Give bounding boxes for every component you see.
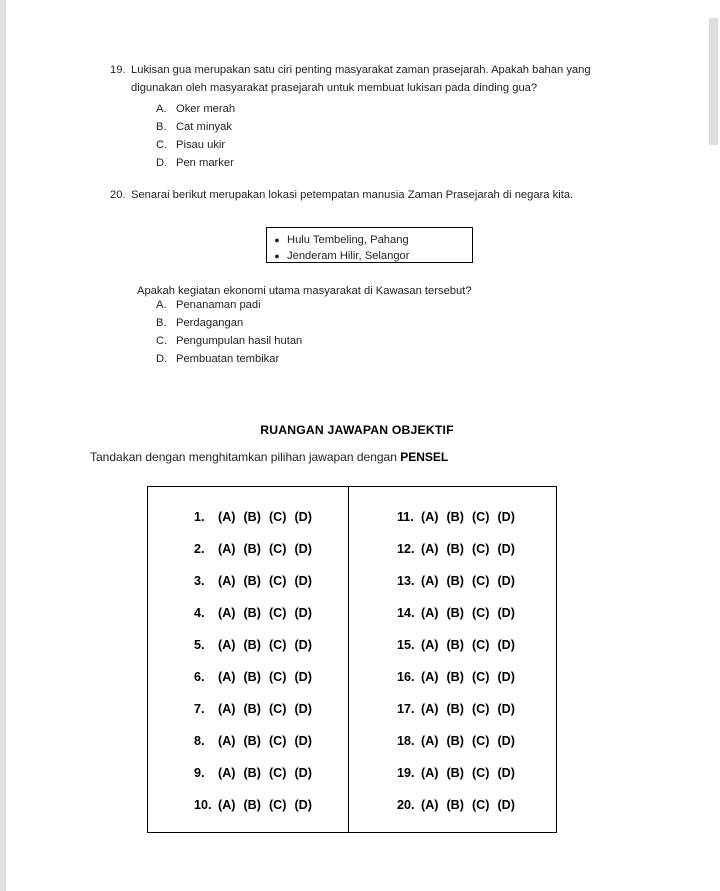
answer-bubble-d[interactable]: (D) — [497, 734, 515, 748]
question-19-stem — [131, 61, 638, 97]
answer-bubble-b[interactable]: (B) — [243, 638, 261, 652]
answer-bubble-a[interactable]: (A) — [218, 606, 236, 620]
answer-bubble-d[interactable]: (D) — [294, 798, 312, 812]
answer-bubble-b[interactable]: (B) — [446, 638, 464, 652]
option-text: Cat minyak — [176, 121, 232, 133]
answer-bubble-a[interactable]: (A) — [218, 510, 236, 524]
answer-row-number: 4. — [194, 606, 205, 620]
answer-bubble-a[interactable]: (A) — [421, 734, 439, 748]
answer-bubble-a[interactable]: (A) — [218, 734, 236, 748]
answer-bubble-a[interactable]: (A) — [218, 638, 236, 652]
question-19-option-a[interactable] — [156, 100, 638, 118]
answer-bubble-c[interactable]: (C) — [268, 766, 287, 780]
answer-bubble-b[interactable]: (B) — [243, 542, 261, 556]
answer-row-number: 18. — [397, 734, 415, 748]
answer-bubble-a[interactable]: (A) — [421, 510, 439, 524]
answer-row-11[interactable] — [349, 501, 556, 533]
option-letter: C. — [156, 335, 168, 347]
answer-bubble-c[interactable]: (C) — [268, 510, 287, 524]
answer-row-3[interactable] — [148, 565, 348, 597]
answer-bubble-b[interactable]: (B) — [446, 798, 464, 812]
answer-bubble-c[interactable]: (C) — [471, 702, 490, 716]
bullet-icon: ● — [274, 235, 280, 245]
answer-row-14[interactable] — [349, 597, 556, 629]
option-letter: A. — [156, 103, 167, 115]
answer-bubble-d[interactable]: (D) — [497, 638, 515, 652]
vertical-scrollbar[interactable] — [708, 0, 720, 891]
answer-row-16[interactable] — [349, 661, 556, 693]
answer-bubble-d[interactable]: (D) — [294, 734, 312, 748]
answer-bubble-c[interactable]: (C) — [471, 670, 490, 684]
answer-bubble-a[interactable]: (A) — [218, 798, 236, 812]
answer-row-15[interactable] — [349, 629, 556, 661]
document-page — [6, 0, 708, 891]
question-20-options — [156, 299, 556, 371]
answer-bubble-b[interactable]: (B) — [243, 766, 261, 780]
stimulus-item-text: Hulu Tembeling, Pahang — [287, 234, 409, 246]
answer-bubble-d[interactable]: (D) — [497, 606, 515, 620]
answer-row-number: 13. — [397, 574, 415, 588]
stimulus-list-item — [267, 248, 472, 264]
answer-bubble-a[interactable]: (A) — [421, 766, 439, 780]
answer-bubble-c[interactable]: (C) — [268, 574, 287, 588]
answer-bubble-b[interactable]: (B) — [446, 670, 464, 684]
answer-row-number: 3. — [194, 574, 205, 588]
question-19 — [110, 61, 638, 172]
option-text: Penanaman padi — [176, 299, 261, 311]
answer-row-number: 8. — [194, 734, 205, 748]
answer-bubble-a[interactable]: (A) — [421, 702, 439, 716]
answer-bubble-d[interactable]: (D) — [497, 766, 515, 780]
answer-row-2[interactable] — [148, 533, 348, 565]
answer-bubble-b[interactable]: (B) — [243, 670, 261, 684]
answer-row-1[interactable] — [148, 501, 348, 533]
question-20-option-c[interactable] — [156, 335, 556, 353]
objective-answer-grid — [147, 486, 557, 833]
option-letter: A. — [156, 299, 167, 311]
question-20 — [110, 186, 638, 204]
answer-bubble-c[interactable]: (C) — [471, 766, 490, 780]
answer-bubble-b[interactable]: (B) — [446, 606, 464, 620]
answer-grid-right-column — [349, 487, 556, 832]
answer-row-number: 19. — [397, 766, 415, 780]
answer-bubble-b[interactable]: (B) — [243, 510, 261, 524]
option-letter: D. — [156, 353, 168, 365]
question-20-option-a[interactable] — [156, 299, 556, 317]
answer-bubble-b[interactable]: (B) — [243, 606, 261, 620]
question-20-stem-line-1: Senarai berikut merupakan lokasi petempatan manusia Zaman Prasejarah di negara kita. — [131, 189, 574, 201]
answer-row-number: 1. — [194, 510, 205, 524]
answer-bubble-d[interactable]: (D) — [294, 766, 312, 780]
answer-row-number: 12. — [397, 542, 415, 556]
answer-bubble-b[interactable]: (B) — [446, 542, 464, 556]
answer-bubble-d[interactable]: (D) — [294, 510, 312, 524]
answer-row-10[interactable] — [148, 789, 348, 821]
answer-bubble-d[interactable]: (D) — [497, 574, 515, 588]
question-20-number: 20. — [110, 189, 126, 201]
scrollbar-thumb[interactable] — [709, 18, 718, 145]
answer-bubble-c[interactable]: (C) — [268, 670, 287, 684]
stimulus-list-item — [267, 232, 472, 248]
answer-bubble-a[interactable]: (A) — [218, 670, 236, 684]
answer-bubble-b[interactable]: (B) — [243, 734, 261, 748]
answer-bubble-a[interactable]: (A) — [421, 606, 439, 620]
answer-bubble-d[interactable]: (D) — [497, 702, 515, 716]
answer-bubble-b[interactable]: (B) — [446, 510, 464, 524]
option-text: Oker merah — [176, 103, 236, 115]
answer-row-19[interactable] — [349, 757, 556, 789]
answer-row-13[interactable] — [349, 565, 556, 597]
answer-bubble-c[interactable]: (C) — [471, 798, 490, 812]
answer-bubble-c[interactable]: (C) — [268, 798, 287, 812]
option-text: Pengumpulan hasil hutan — [176, 335, 303, 347]
question-19-options — [156, 100, 638, 172]
answer-bubble-b[interactable]: (B) — [243, 702, 261, 716]
answer-bubble-a[interactable]: (A) — [421, 574, 439, 588]
answer-bubble-a[interactable]: (A) — [421, 798, 439, 812]
answer-bubble-d[interactable]: (D) — [294, 702, 312, 716]
answer-bubble-c[interactable]: (C) — [268, 702, 287, 716]
option-text: Pisau ukir — [176, 139, 226, 151]
answer-grid-left-column — [148, 487, 349, 832]
question-19-stem-line-1: Lukisan gua merupakan satu ciri penting masyarakat zaman prasejarah. Apakah bahan yang — [131, 64, 591, 76]
answer-row-number: 10. — [194, 798, 212, 812]
answer-bubble-a[interactable]: (A) — [218, 766, 236, 780]
answer-bubble-c[interactable]: (C) — [471, 606, 490, 620]
answer-bubble-a[interactable]: (A) — [421, 638, 439, 652]
answer-row-7[interactable] — [148, 693, 348, 725]
answer-bubble-d[interactable]: (D) — [294, 670, 312, 684]
question-20-stimulus-box — [266, 227, 473, 263]
answer-row-20[interactable] — [349, 789, 556, 821]
question-19-number: 19. — [110, 64, 126, 76]
question-20-option-b[interactable] — [156, 317, 556, 335]
answer-bubble-d[interactable]: (D) — [294, 638, 312, 652]
answer-bubble-a[interactable]: (A) — [218, 702, 236, 716]
answer-row-number: 7. — [194, 702, 205, 716]
answer-bubble-a[interactable]: (A) — [421, 542, 439, 556]
option-letter: B. — [156, 121, 167, 133]
answer-bubble-b[interactable]: (B) — [243, 574, 261, 588]
answer-bubble-d[interactable]: (D) — [497, 670, 515, 684]
question-19-option-b[interactable] — [156, 118, 638, 136]
answer-row-number: 20. — [397, 798, 415, 812]
option-text: Pembuatan tembikar — [176, 353, 280, 365]
answer-bubble-b[interactable]: (B) — [446, 766, 464, 780]
question-20-option-d[interactable] — [156, 353, 556, 371]
answer-section-instruction — [90, 450, 448, 464]
bullet-icon: ● — [274, 251, 280, 261]
instruction-emphasis-text: PENSEL — [400, 450, 449, 464]
answer-bubble-d[interactable]: (D) — [294, 542, 312, 556]
question-19-option-d[interactable] — [156, 154, 638, 172]
answer-row-number: 17. — [397, 702, 415, 716]
question-19-stem-line-2: digunakan oleh masyarakat prasejarah untuk membuat lukisan pada dinding gua? — [131, 82, 538, 94]
answer-bubble-c[interactable]: (C) — [471, 510, 490, 524]
answer-bubble-d[interactable]: (D) — [497, 542, 515, 556]
question-19-option-c[interactable] — [156, 136, 638, 154]
answer-bubble-d[interactable]: (D) — [497, 798, 515, 812]
answer-row-6[interactable] — [148, 661, 348, 693]
answer-bubble-b[interactable]: (B) — [243, 798, 261, 812]
answer-bubble-c[interactable]: (C) — [471, 734, 490, 748]
option-letter: C. — [156, 139, 168, 151]
answer-bubble-a[interactable]: (A) — [218, 574, 236, 588]
answer-bubble-c[interactable]: (C) — [268, 734, 287, 748]
answer-row-4[interactable] — [148, 597, 348, 629]
option-text: Pen marker — [176, 157, 234, 169]
answer-row-number: 9. — [194, 766, 205, 780]
answer-row-number: 6. — [194, 670, 205, 684]
answer-bubble-c[interactable]: (C) — [471, 542, 490, 556]
answer-row-5[interactable] — [148, 629, 348, 661]
answer-row-8[interactable] — [148, 725, 348, 757]
option-letter: D. — [156, 157, 168, 169]
answer-bubble-d[interactable]: (D) — [497, 510, 515, 524]
answer-bubble-c[interactable]: (C) — [268, 638, 287, 652]
answer-row-number: 16. — [397, 670, 415, 684]
answer-row-18[interactable] — [349, 725, 556, 757]
answer-bubble-d[interactable]: (D) — [294, 606, 312, 620]
stimulus-list — [267, 228, 472, 264]
answer-bubble-b[interactable]: (B) — [446, 734, 464, 748]
instruction-prefix-text: Tandakan dengan menghitamkan pilihan jawapan dengan — [90, 450, 401, 464]
answer-bubble-c[interactable]: (C) — [471, 638, 490, 652]
answer-bubble-c[interactable]: (C) — [268, 542, 287, 556]
question-20-followup-text: Apakah kegiatan ekonomi utama masyarakat di Kawasan tersebut? — [137, 285, 472, 297]
answer-section-heading: RUANGAN JAWAPAN OBJEKTIF — [260, 423, 454, 437]
stimulus-item-text: Jenderam Hilir, Selangor — [287, 250, 410, 262]
answer-row-number: 2. — [194, 542, 205, 556]
answer-row-17[interactable] — [349, 693, 556, 725]
option-letter: B. — [156, 317, 167, 329]
answer-bubble-b[interactable]: (B) — [446, 574, 464, 588]
answer-row-12[interactable] — [349, 533, 556, 565]
answer-bubble-a[interactable]: (A) — [218, 542, 236, 556]
answer-bubble-b[interactable]: (B) — [446, 702, 464, 716]
option-text: Perdagangan — [176, 317, 244, 329]
answer-row-number: 14. — [397, 606, 415, 620]
answer-bubble-c[interactable]: (C) — [471, 574, 490, 588]
answer-row-number: 11. — [397, 510, 414, 524]
answer-row-number: 5. — [194, 638, 205, 652]
answer-bubble-c[interactable]: (C) — [268, 606, 287, 620]
answer-row-number: 15. — [397, 638, 415, 652]
answer-row-9[interactable] — [148, 757, 348, 789]
answer-bubble-d[interactable]: (D) — [294, 574, 312, 588]
answer-bubble-a[interactable]: (A) — [421, 670, 439, 684]
question-20-stem — [131, 186, 638, 204]
